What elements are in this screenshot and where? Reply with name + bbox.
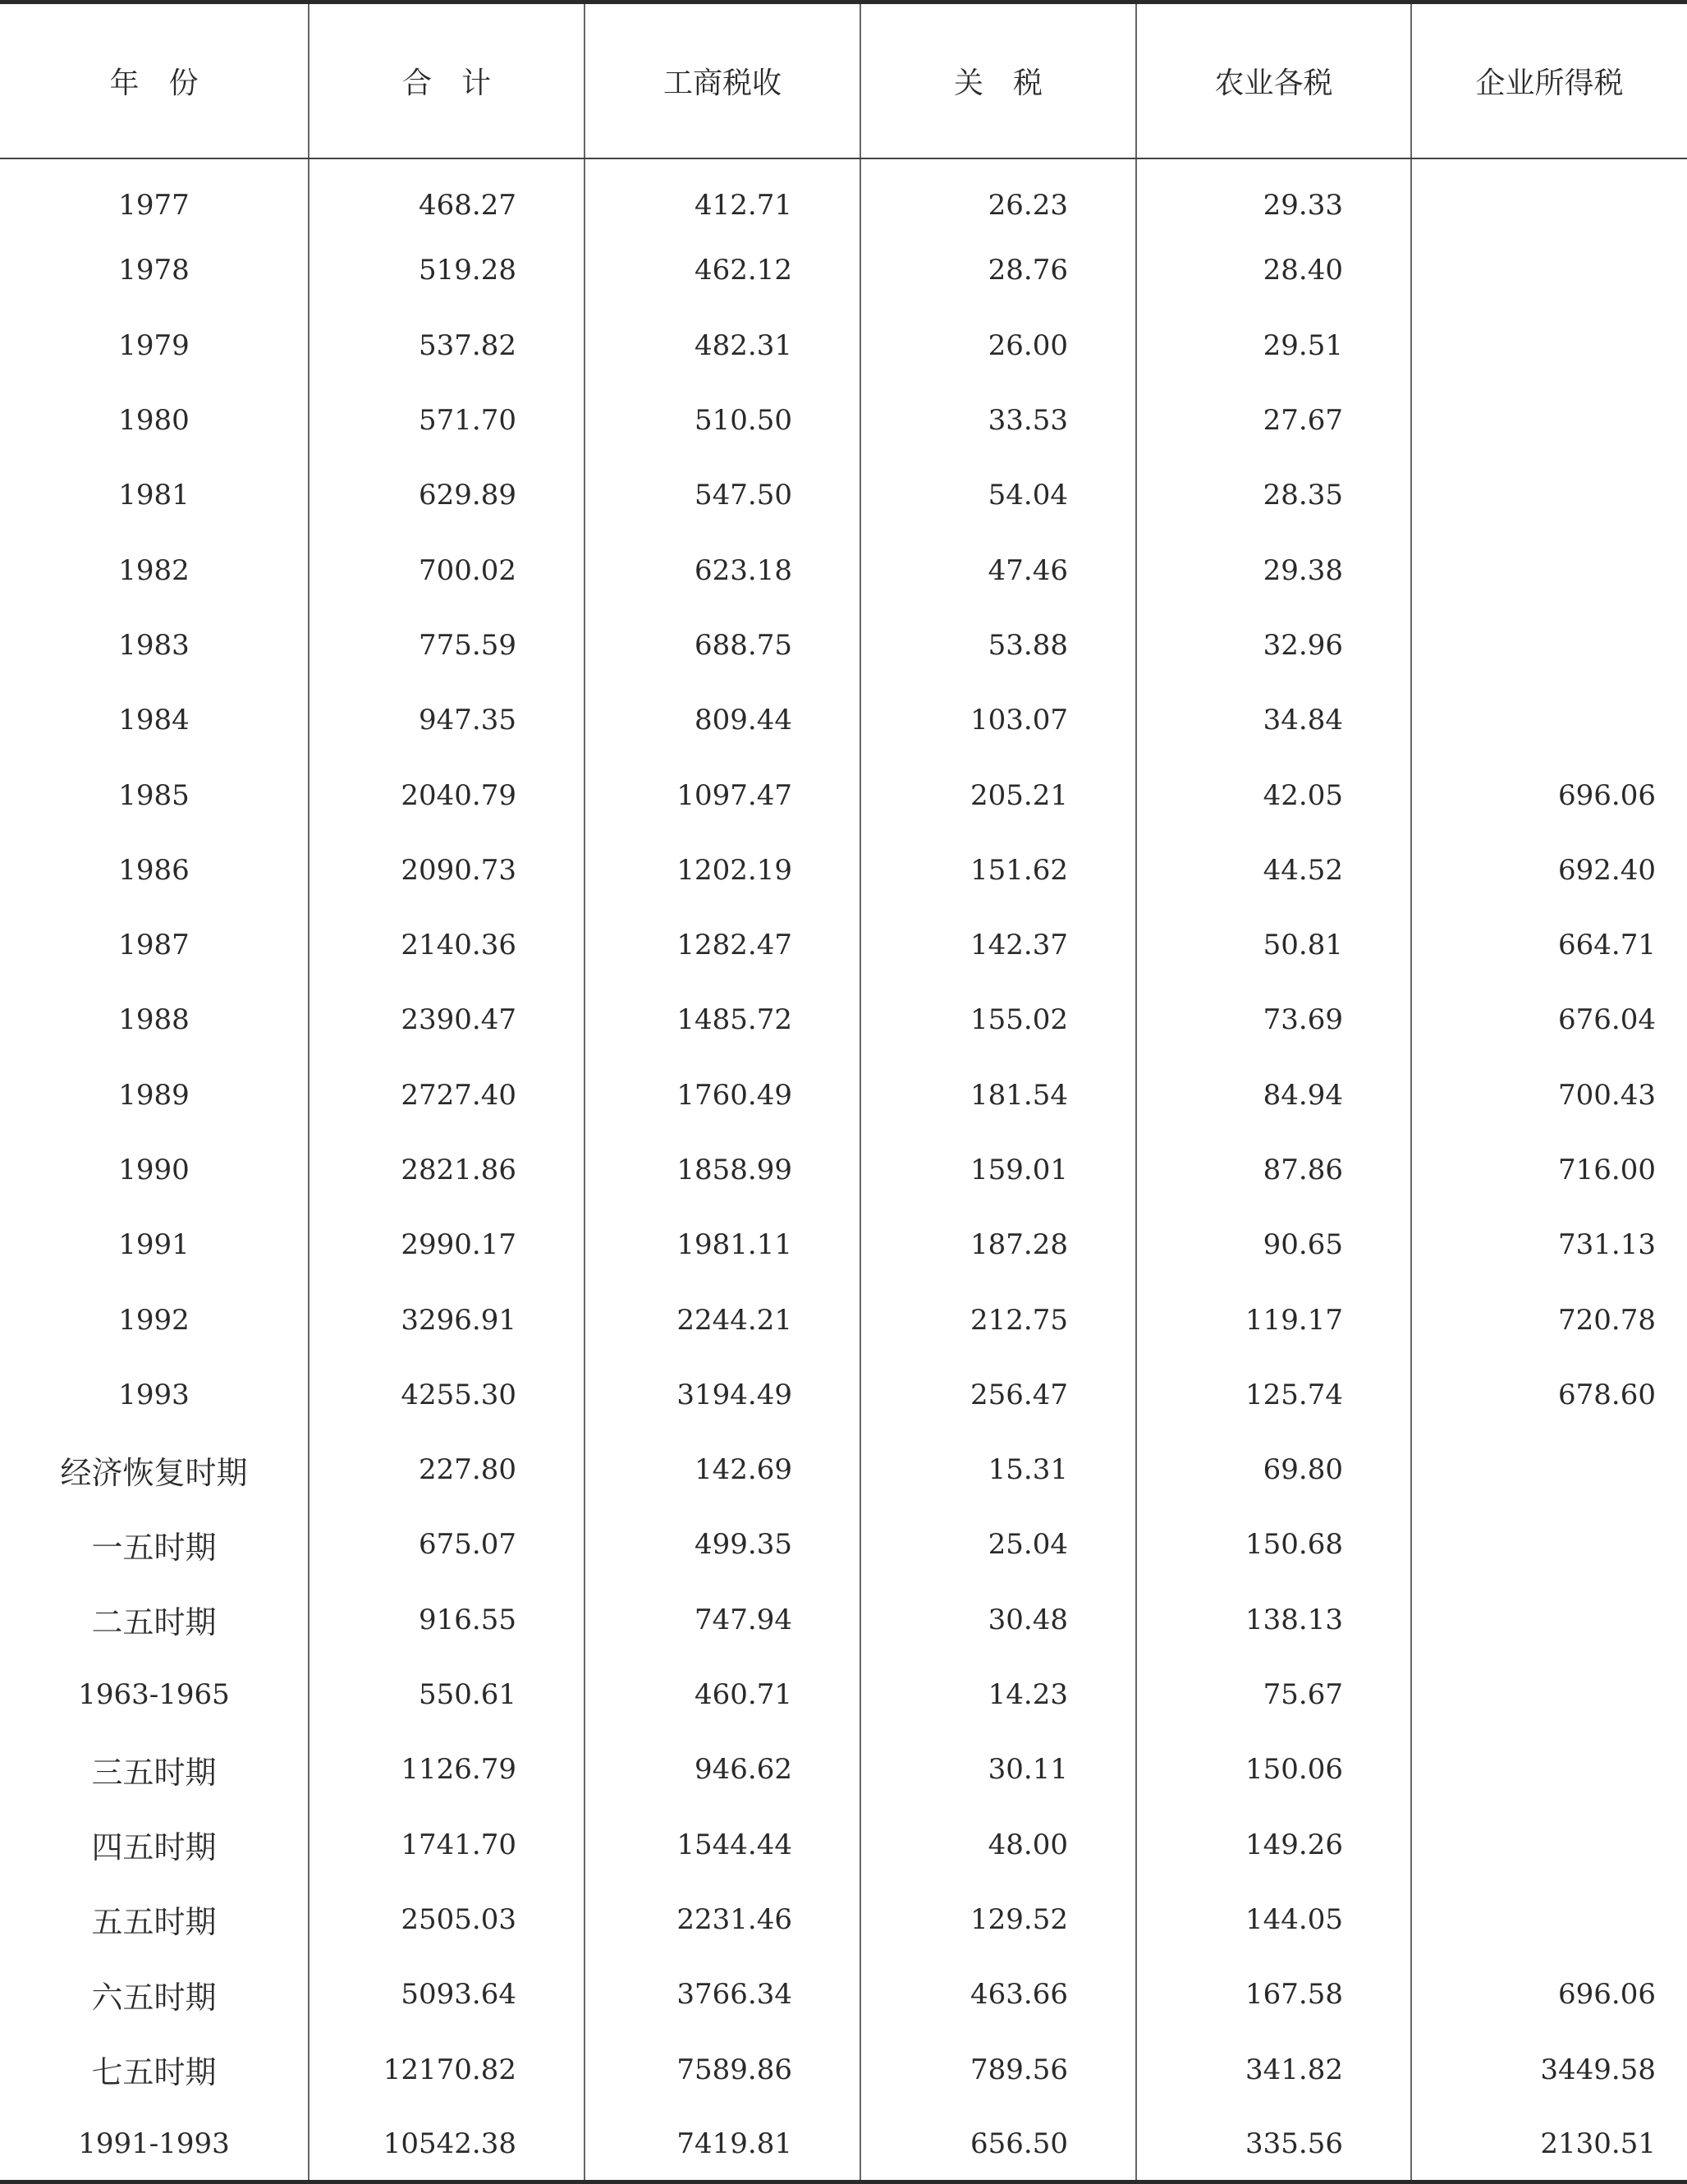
customs-duty-cell: 25.04 — [860, 1507, 1136, 1582]
total-cell: 537.82 — [309, 308, 584, 383]
total-cell: 2990.17 — [309, 1208, 584, 1282]
total-cell: 550.61 — [309, 1657, 584, 1732]
enterprise-income-tax-cell — [1411, 608, 1687, 682]
year-cell: 1981 — [118, 479, 190, 512]
enterprise-income-tax-cell — [1411, 233, 1687, 308]
table-row — [0, 2107, 1687, 2182]
customs-duty-cell: 26.23 — [860, 158, 1136, 233]
table-row — [0, 533, 1687, 608]
agricultural-taxes-cell: 28.35 — [1136, 458, 1411, 533]
total-cell: 12170.82 — [309, 2032, 584, 2107]
table-row — [0, 1132, 1687, 1207]
year-cell: 一五时期 — [91, 1529, 217, 1566]
agricultural-taxes-cell: 32.96 — [1136, 608, 1411, 682]
customs-duty-cell: 151.62 — [860, 833, 1136, 907]
total-cell: 519.28 — [309, 233, 584, 308]
header-agricultural-taxes: 农业各税 — [1136, 2, 1411, 158]
year-cell: 1991 — [118, 1228, 190, 1262]
industrial-commercial-tax-cell: 460.71 — [584, 1657, 860, 1732]
enterprise-income-tax-cell: 678.60 — [1411, 1357, 1687, 1432]
industrial-commercial-tax-cell: 547.50 — [584, 458, 860, 533]
total-cell: 5093.64 — [309, 1957, 584, 2032]
total-cell: 629.89 — [309, 458, 584, 533]
total-cell: 947.35 — [309, 683, 584, 758]
total-cell: 916.55 — [309, 1582, 584, 1657]
table-row — [0, 1282, 1687, 1357]
industrial-commercial-tax-cell: 482.31 — [584, 308, 860, 383]
agricultural-taxes-cell: 335.56 — [1136, 2107, 1411, 2182]
industrial-commercial-tax-cell: 623.18 — [584, 533, 860, 608]
industrial-commercial-tax-cell: 1202.19 — [584, 833, 860, 907]
table-row — [0, 1882, 1687, 1957]
header-total: 合 计 — [309, 2, 584, 158]
industrial-commercial-tax-cell: 499.35 — [584, 1507, 860, 1582]
total-cell: 1126.79 — [309, 1732, 584, 1807]
enterprise-income-tax-cell: 2130.51 — [1411, 2107, 1687, 2182]
table-row — [0, 158, 1687, 233]
agricultural-taxes-cell: 34.84 — [1136, 683, 1411, 758]
industrial-commercial-tax-cell: 946.62 — [584, 1732, 860, 1807]
customs-duty-cell: 256.47 — [860, 1357, 1136, 1432]
customs-duty-cell: 26.00 — [860, 308, 1136, 383]
industrial-commercial-tax-cell: 2244.21 — [584, 1282, 860, 1357]
customs-duty-cell: 656.50 — [860, 2107, 1136, 2182]
agricultural-taxes-cell: 84.94 — [1136, 1058, 1411, 1132]
agricultural-taxes-cell: 29.51 — [1136, 308, 1411, 383]
table-row — [0, 1357, 1687, 1432]
customs-duty-cell: 28.76 — [860, 233, 1136, 308]
enterprise-income-tax-cell — [1411, 1433, 1687, 1507]
agricultural-taxes-cell: 29.33 — [1136, 158, 1411, 233]
enterprise-income-tax-cell: 731.13 — [1411, 1208, 1687, 1282]
year-cell: 五五时期 — [91, 1904, 217, 1941]
industrial-commercial-tax-cell: 1544.44 — [584, 1807, 860, 1882]
agricultural-taxes-cell: 138.13 — [1136, 1582, 1411, 1657]
year-cell: 1980 — [118, 404, 190, 438]
table-row — [0, 233, 1687, 308]
enterprise-income-tax-cell — [1411, 1807, 1687, 1882]
total-cell: 2505.03 — [309, 1882, 584, 1957]
total-cell: 2727.40 — [309, 1058, 584, 1132]
agricultural-taxes-cell: 50.81 — [1136, 907, 1411, 982]
year-cell: 1989 — [118, 1078, 190, 1112]
year-cell: 1987 — [118, 929, 190, 962]
total-cell: 2390.47 — [309, 983, 584, 1058]
total-cell: 675.07 — [309, 1507, 584, 1582]
table-row — [0, 907, 1687, 982]
header-year: 年 份 — [0, 2, 309, 158]
industrial-commercial-tax-cell: 462.12 — [584, 233, 860, 308]
enterprise-income-tax-cell — [1411, 1657, 1687, 1732]
enterprise-income-tax-cell — [1411, 1582, 1687, 1657]
agricultural-taxes-cell: 28.40 — [1136, 233, 1411, 308]
industrial-commercial-tax-cell: 1760.49 — [584, 1058, 860, 1132]
year-cell: 1991-1993 — [0, 2107, 309, 2182]
industrial-commercial-tax-cell: 1097.47 — [584, 758, 860, 833]
year-cell: 1985 — [118, 778, 190, 812]
total-cell: 775.59 — [309, 608, 584, 682]
table-row — [0, 983, 1687, 1058]
agricultural-taxes-cell: 167.58 — [1136, 1957, 1411, 2032]
enterprise-income-tax-cell: 692.40 — [1411, 833, 1687, 907]
table-row — [0, 1058, 1687, 1132]
industrial-commercial-tax-cell: 2231.46 — [584, 1882, 860, 1957]
customs-duty-cell: 789.56 — [860, 2032, 1136, 2107]
enterprise-income-tax-cell — [1411, 308, 1687, 383]
year-cell: 1983 — [118, 628, 190, 662]
table-row — [0, 308, 1687, 383]
table-row — [0, 1657, 1687, 1732]
customs-duty-cell: 47.46 — [860, 533, 1136, 608]
header-customs-duty: 关 税 — [860, 2, 1136, 158]
year-cell: 六五时期 — [91, 1979, 217, 2016]
enterprise-income-tax-cell: 676.04 — [1411, 983, 1687, 1058]
customs-duty-cell: 30.11 — [860, 1732, 1136, 1807]
agricultural-taxes-cell: 42.05 — [1136, 758, 1411, 833]
table-row — [0, 1957, 1687, 2032]
enterprise-income-tax-cell — [1411, 1507, 1687, 1582]
year-cell: 经济恢复时期 — [60, 1454, 248, 1491]
industrial-commercial-tax-cell: 412.71 — [584, 158, 860, 233]
year-cell: 1979 — [118, 328, 190, 362]
table-body — [0, 158, 1687, 2182]
agricultural-taxes-cell: 150.06 — [1136, 1732, 1411, 1807]
industrial-commercial-tax-cell: 1981.11 — [584, 1208, 860, 1282]
customs-duty-cell: 33.53 — [860, 383, 1136, 457]
customs-duty-cell: 142.37 — [860, 907, 1136, 982]
industrial-commercial-tax-cell: 142.69 — [584, 1433, 860, 1507]
total-cell: 1741.70 — [309, 1807, 584, 1882]
industrial-commercial-tax-cell: 1282.47 — [584, 907, 860, 982]
customs-duty-cell: 15.31 — [860, 1433, 1136, 1507]
customs-duty-cell: 14.23 — [860, 1657, 1136, 1732]
header-industrial-commercial-tax: 工商税收 — [584, 2, 860, 158]
enterprise-income-tax-cell: 696.06 — [1411, 758, 1687, 833]
agricultural-taxes-cell: 149.26 — [1136, 1807, 1411, 1882]
customs-duty-cell: 187.28 — [860, 1208, 1136, 1282]
industrial-commercial-tax-cell: 7589.86 — [584, 2032, 860, 2107]
agricultural-taxes-cell: 144.05 — [1136, 1882, 1411, 1957]
year-cell: 1990 — [118, 1154, 190, 1186]
agricultural-taxes-cell: 90.65 — [1136, 1208, 1411, 1282]
industrial-commercial-tax-cell: 809.44 — [584, 683, 860, 758]
year-cell: 1984 — [118, 704, 190, 737]
industrial-commercial-tax-cell: 510.50 — [584, 383, 860, 457]
year-cell: 1977 — [118, 188, 190, 222]
table-row — [0, 2032, 1687, 2107]
total-cell: 2040.79 — [309, 758, 584, 833]
total-cell: 700.02 — [309, 533, 584, 608]
industrial-commercial-tax-cell: 7419.81 — [584, 2107, 860, 2182]
enterprise-income-tax-cell: 720.78 — [1411, 1282, 1687, 1357]
industrial-commercial-tax-cell: 3766.34 — [584, 1957, 860, 2032]
table-row — [0, 1582, 1687, 1657]
total-cell: 4255.30 — [309, 1357, 584, 1432]
agricultural-taxes-cell: 87.86 — [1136, 1132, 1411, 1207]
year-cell: 二五时期 — [91, 1604, 217, 1641]
agricultural-taxes-cell: 27.67 — [1136, 383, 1411, 457]
customs-duty-cell: 30.48 — [860, 1582, 1136, 1657]
table-row — [0, 1433, 1687, 1507]
total-cell: 2821.86 — [309, 1132, 584, 1207]
customs-duty-cell: 181.54 — [860, 1058, 1136, 1132]
year-cell: 1992 — [118, 1303, 190, 1337]
enterprise-income-tax-cell — [1411, 1882, 1687, 1957]
table-row — [0, 1507, 1687, 1582]
agricultural-taxes-cell: 125.74 — [1136, 1357, 1411, 1432]
total-cell: 2090.73 — [309, 833, 584, 907]
industrial-commercial-tax-cell: 3194.49 — [584, 1357, 860, 1432]
customs-duty-cell: 205.21 — [860, 758, 1136, 833]
customs-duty-cell: 53.88 — [860, 608, 1136, 682]
agricultural-taxes-cell: 69.80 — [1136, 1433, 1411, 1507]
year-cell: 1988 — [118, 1003, 190, 1037]
year-cell: 四五时期 — [91, 1829, 217, 1866]
total-cell: 468.27 — [309, 158, 584, 233]
table-row — [0, 458, 1687, 533]
enterprise-income-tax-cell — [1411, 683, 1687, 758]
year-cell: 1963-1965 — [78, 1678, 230, 1712]
total-cell: 571.70 — [309, 383, 584, 457]
year-cell: 1986 — [118, 853, 190, 887]
customs-duty-cell: 159.01 — [860, 1132, 1136, 1207]
table-row — [0, 1732, 1687, 1807]
enterprise-income-tax-cell: 700.43 — [1411, 1058, 1687, 1132]
header-row — [0, 2, 1687, 158]
year-cell: 1978 — [118, 254, 190, 287]
agricultural-taxes-cell: 150.68 — [1136, 1507, 1411, 1582]
enterprise-income-tax-cell — [1411, 533, 1687, 608]
enterprise-income-tax-cell — [1411, 458, 1687, 533]
enterprise-income-tax-cell: 3449.58 — [1411, 2032, 1687, 2107]
table-row — [0, 383, 1687, 457]
total-cell: 10542.38 — [309, 2107, 584, 2182]
industrial-commercial-tax-cell: 1485.72 — [584, 983, 860, 1058]
agricultural-taxes-cell: 341.82 — [1136, 2032, 1411, 2107]
customs-duty-cell: 463.66 — [860, 1957, 1136, 2032]
table-row — [0, 608, 1687, 682]
enterprise-income-tax-cell — [1411, 1732, 1687, 1807]
customs-duty-cell: 129.52 — [860, 1882, 1136, 1957]
table-row — [0, 833, 1687, 907]
agricultural-taxes-cell: 73.69 — [1136, 983, 1411, 1058]
agricultural-taxes-cell: 29.38 — [1136, 533, 1411, 608]
customs-duty-cell: 103.07 — [860, 683, 1136, 758]
agricultural-taxes-cell: 44.52 — [1136, 833, 1411, 907]
agricultural-taxes-cell: 75.67 — [1136, 1657, 1411, 1732]
industrial-commercial-tax-cell: 747.94 — [584, 1582, 860, 1657]
year-cell: 七五时期 — [91, 2054, 217, 2091]
customs-duty-cell: 54.04 — [860, 458, 1136, 533]
table-row — [0, 1208, 1687, 1282]
total-cell: 2140.36 — [309, 907, 584, 982]
enterprise-income-tax-cell — [1411, 383, 1687, 457]
table-row — [0, 683, 1687, 758]
year-cell: 1982 — [118, 553, 190, 587]
industrial-commercial-tax-cell: 1858.99 — [584, 1132, 860, 1207]
header-enterprise-income-tax: 企业所得税 — [1411, 2, 1687, 158]
table-header — [0, 2, 1687, 158]
year-cell: 三五时期 — [91, 1754, 217, 1791]
customs-duty-cell: 48.00 — [860, 1807, 1136, 1882]
customs-duty-cell: 155.02 — [860, 983, 1136, 1058]
total-cell: 227.80 — [309, 1433, 584, 1507]
table-row — [0, 758, 1687, 833]
total-cell: 3296.91 — [309, 1282, 584, 1357]
enterprise-income-tax-cell: 696.06 — [1411, 1957, 1687, 2032]
agricultural-taxes-cell: 119.17 — [1136, 1282, 1411, 1357]
table-row — [0, 1807, 1687, 1882]
enterprise-income-tax-cell: 664.71 — [1411, 907, 1687, 982]
enterprise-income-tax-cell: 716.00 — [1411, 1132, 1687, 1207]
year-cell: 1993 — [118, 1378, 190, 1411]
industrial-commercial-tax-cell: 688.75 — [584, 608, 860, 682]
enterprise-income-tax-cell — [1411, 158, 1687, 233]
customs-duty-cell: 212.75 — [860, 1282, 1136, 1357]
